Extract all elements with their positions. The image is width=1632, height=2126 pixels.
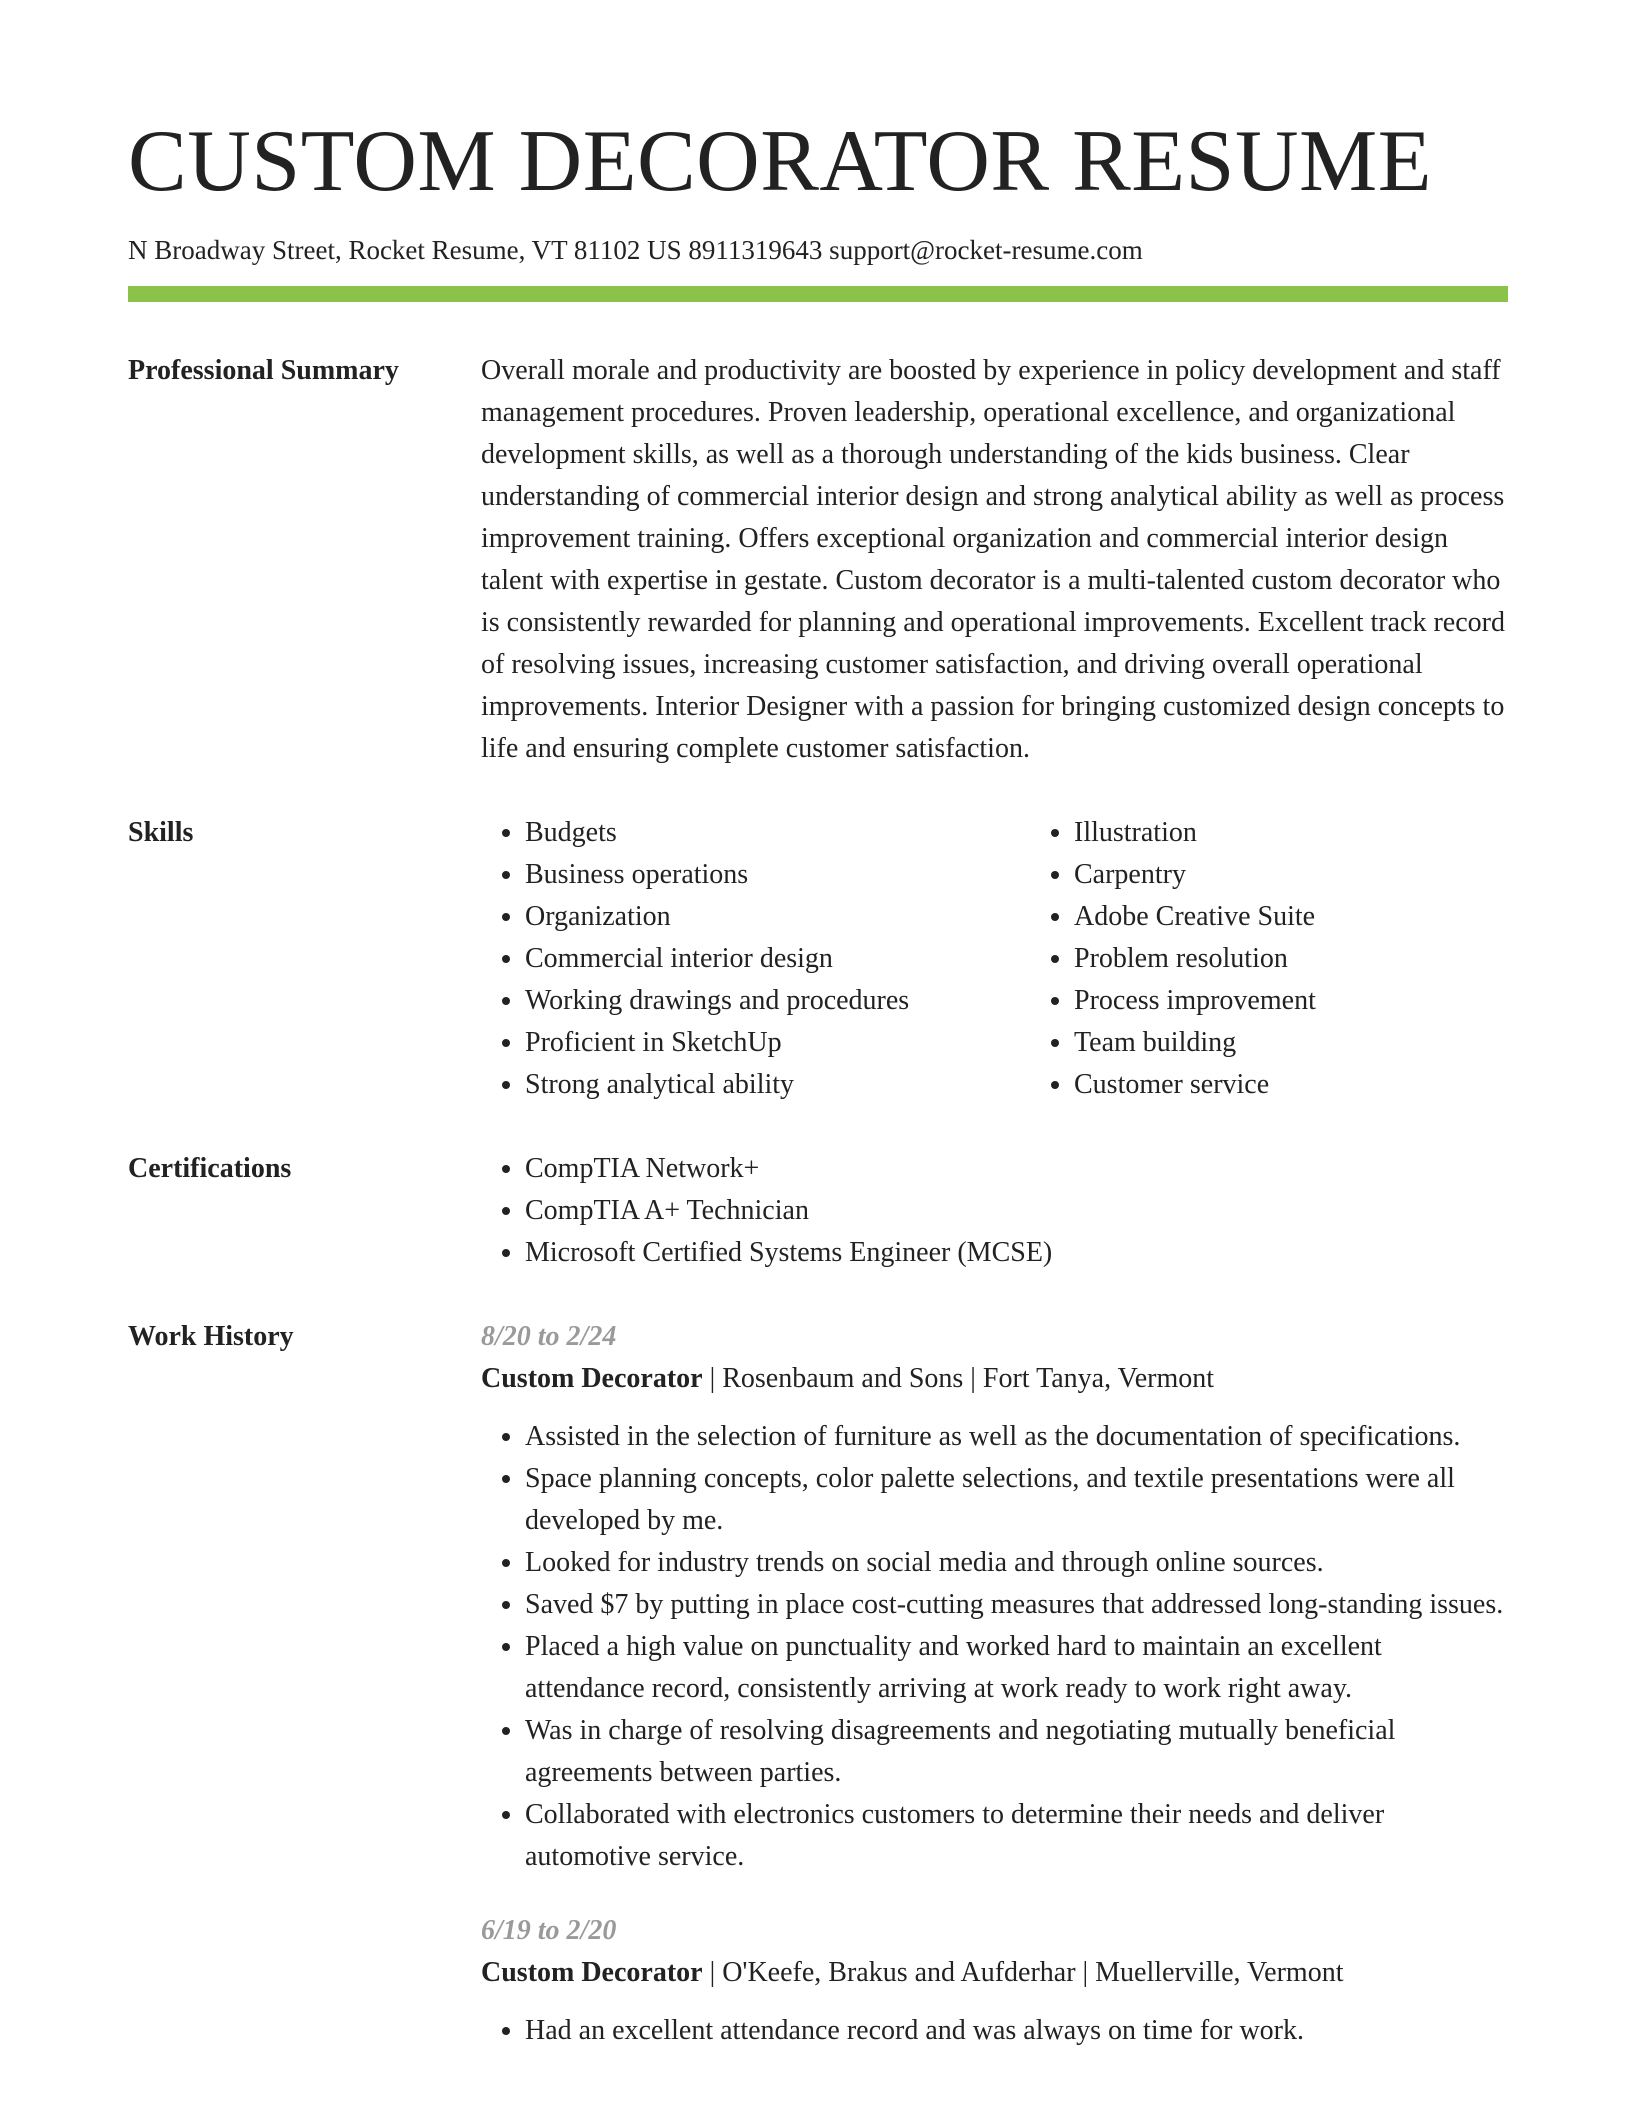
- skills-list-left: [481, 812, 1030, 1106]
- skill-item: • Illustration: [1074, 812, 1579, 854]
- skills-section: [128, 812, 1508, 1106]
- job-title: Custom Decorator: [481, 1363, 703, 1394]
- job-bullets: [481, 1416, 1508, 1878]
- job-dates: 6/19 to 2/20: [481, 1915, 617, 1946]
- job-title: Custom Decorator: [481, 1957, 703, 1988]
- skill-item: • Strong analytical ability: [525, 1064, 1030, 1106]
- job-bullet: • Space planning concepts, color palette selections, and textile presentations were all developed by me.: [525, 1458, 1508, 1542]
- job-bullet: • Had an excellent attendance record and was always on time for work.: [525, 2010, 1508, 2052]
- certifications-section: [128, 1148, 1508, 1274]
- skills-grid: [481, 812, 1579, 1106]
- skill-item: • Organization: [525, 896, 1030, 938]
- certifications-list: [481, 1148, 1508, 1274]
- section-heading-certifications: Certifications: [128, 1153, 292, 1184]
- resume-title: CUSTOM DECORATOR RESUME: [128, 113, 1433, 210]
- job-bullets: [481, 2010, 1508, 2052]
- summary-section: [128, 350, 1508, 770]
- job-bullet: • Placed a high value on punctuality and worked hard to maintain an excellent attendance record, consistently arriving at work ready to work right away.: [525, 1626, 1508, 1710]
- job-dates: 8/20 to 2/24: [481, 1321, 617, 1352]
- job-bullet: • Was in charge of resolving disagreements and negotiating mutually beneficial agreements between parties.: [525, 1710, 1508, 1794]
- skill-item: • Carpentry: [1074, 854, 1579, 896]
- summary-text: Overall morale and productivity are boosted by experience in policy development and staff management procedures. Proven leadership, operational excellence, and organizational development skills, as well as a thorough understanding of the kids business. Clear understanding of commercial interior design and strong analytical ability as well as process improvement training. Offers exceptional organization and commercial interior design talent with expertise in gestate. Custom decorator is a multi-talented custom decorator who is consistently rewarded for planning and operational improvements. Excellent track record of resolving issues, increasing customer satisfaction, and driving overall operational improvements. Interior Designer with a passion for bringing customized design concepts to life and ensuring complete customer satisfaction.: [481, 355, 1505, 764]
- skill-item: • Working drawings and procedures: [525, 980, 1030, 1022]
- job-employer-location: | O'Keefe, Brakus and Aufderhar | Muellerville, Vermont: [702, 1957, 1344, 1988]
- section-heading-summary: Professional Summary: [128, 355, 399, 386]
- job-employer-location: | Rosenbaum and Sons | Fort Tanya, Vermont: [702, 1363, 1215, 1394]
- job-entry: [481, 1316, 1508, 1878]
- accent-divider: [128, 286, 1508, 302]
- skill-item: • Budgets: [525, 812, 1030, 854]
- skill-item: • Customer service: [1074, 1064, 1579, 1106]
- skill-item: • Process improvement: [1074, 980, 1579, 1022]
- contact-line: N Broadway Street, Rocket Resume, VT 81102 US 8911319643 support@rocket-resume.com: [128, 235, 1143, 265]
- work-history-section: [128, 1316, 1508, 2084]
- certification-item: • Microsoft Certified Systems Engineer (MCSE): [525, 1232, 1508, 1274]
- skill-item: • Commercial interior design: [525, 938, 1030, 980]
- skill-item: • Problem resolution: [1074, 938, 1579, 980]
- skill-item: • Business operations: [525, 854, 1030, 896]
- section-heading-skills: Skills: [128, 817, 194, 848]
- skill-item: • Team building: [1074, 1022, 1579, 1064]
- job-bullet: • Collaborated with electronics customers to determine their needs and deliver automotive service.: [525, 1794, 1508, 1878]
- certification-item: • CompTIA A+ Technician: [525, 1190, 1508, 1232]
- skills-list-right: [1030, 812, 1579, 1106]
- job-entry: [481, 1910, 1508, 2052]
- skill-item: • Proficient in SketchUp: [525, 1022, 1030, 1064]
- job-heading: [481, 1952, 1508, 1994]
- section-heading-work-history: Work History: [128, 1321, 294, 1352]
- resume-sections: [128, 350, 1508, 2126]
- job-heading: [481, 1358, 1508, 1400]
- job-bullet: • Assisted in the selection of furniture as well as the documentation of specifications.: [525, 1416, 1508, 1458]
- skill-item: • Adobe Creative Suite: [1074, 896, 1579, 938]
- job-bullet: • Looked for industry trends on social media and through online sources.: [525, 1542, 1508, 1584]
- job-bullet: • Saved $7 by putting in place cost-cutting measures that addressed long-standing issues.: [525, 1584, 1508, 1626]
- certification-item: • CompTIA Network+: [525, 1148, 1508, 1190]
